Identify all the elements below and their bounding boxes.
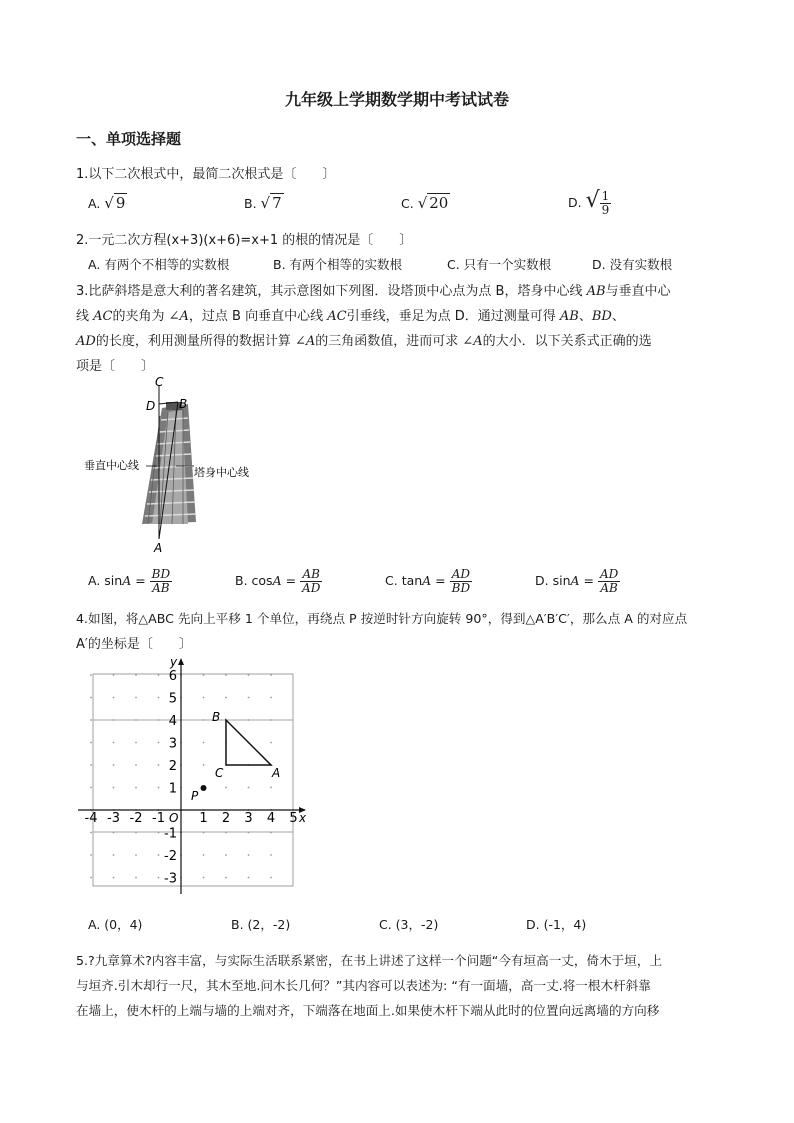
grid-dot <box>158 697 160 699</box>
x-tick-label: -2 <box>129 811 143 826</box>
equals: = <box>579 573 598 588</box>
grid-dot <box>113 877 115 879</box>
grid-dot <box>90 877 92 879</box>
question-5-line-3: 在墙上，使木杆的上端与墙的上端对齐，下端落在地面上.如果使木杆下端从此时的位置向远离墙的方向移 <box>76 1003 660 1018</box>
grid-dot <box>113 674 115 676</box>
grid-dot <box>90 764 92 766</box>
grid-dot <box>135 719 137 721</box>
q3-option-a <box>88 568 172 595</box>
grid-dot <box>113 697 115 699</box>
grid-dot <box>248 719 250 721</box>
x-tick-label: 2 <box>221 811 231 826</box>
grid-dot <box>135 674 137 676</box>
numerator: AD <box>450 568 472 582</box>
radicand: 7 <box>272 194 282 212</box>
y-tick-label: -2 <box>164 849 177 864</box>
grid-dot <box>158 719 160 721</box>
grid-dot <box>225 832 227 834</box>
equals: = <box>131 573 150 588</box>
angle: A <box>570 573 580 588</box>
grid-dot <box>225 787 227 789</box>
point-label-c: C <box>155 375 164 389</box>
text: 的三角函数值，进而可求 <box>315 334 463 349</box>
y-tick-label: -3 <box>164 871 177 887</box>
text: ，过点 B 向垂直中心线 <box>188 309 328 324</box>
grid-dot <box>203 674 205 676</box>
option-label: B. <box>235 573 252 588</box>
x-tick-label: 4 <box>266 811 276 826</box>
grid-dot <box>158 674 160 676</box>
question-3-line-2 <box>76 305 625 324</box>
math: AD <box>76 334 96 349</box>
grid-dot <box>225 854 227 856</box>
question-5-line-1: 5.?九章算术?内容丰富，与实际生活联系紧密，在书上讲述了这样一个问题“今有垣高一丈，倚木于垣，上 <box>76 953 663 968</box>
question-2-stem: 2.一元二次方程(x+3)(x+6)=x+1 的根的情况是〔 〕 <box>76 233 413 248</box>
grid-dot <box>270 787 272 789</box>
question-1-stem: 1.以下二次根式中，最简二次根式是〔 〕 <box>76 167 336 182</box>
grid-dot <box>270 832 272 834</box>
point-label-a: A <box>154 541 163 555</box>
y-tick-label: 2 <box>168 759 177 774</box>
text: 与垂直中心 <box>605 284 671 299</box>
point-label-c: C <box>215 766 224 780</box>
grid-dot <box>203 719 205 721</box>
y-tick-label: 6 <box>168 669 177 684</box>
denominator: 9 <box>601 203 610 217</box>
y-axis-arrow <box>178 658 184 665</box>
q2-option-c: C. 只有一个实数根 <box>447 257 552 272</box>
text: 引垂线，垂足为点 D．通过测量可得 <box>346 309 560 324</box>
grid-dot <box>203 742 205 744</box>
grid-dot <box>203 697 205 699</box>
grid-dot <box>225 697 227 699</box>
option-label: A. <box>88 196 101 211</box>
q2-option-d: D. 没有实数根 <box>592 257 673 272</box>
y-tick-label: 5 <box>168 691 177 707</box>
q4-option-a: A. (0，4) <box>88 917 143 932</box>
text: 的大小．以下关系式正确的选 <box>482 334 652 349</box>
vertical-line-label: 垂直中心线 <box>84 459 139 472</box>
grid-dot <box>270 697 272 699</box>
grid-dot <box>203 764 205 766</box>
trig-function: cos <box>251 573 273 588</box>
grid-dot <box>248 832 250 834</box>
denominator: AB <box>600 581 618 595</box>
grid-dot <box>113 719 115 721</box>
y-tick-label: 4 <box>168 714 177 729</box>
grid-dot <box>90 742 92 744</box>
grid-dot <box>90 674 92 676</box>
trig-function: sin <box>104 573 123 588</box>
grid-dot <box>90 719 92 721</box>
option-label: D. <box>568 195 582 210</box>
sqrt-expression: √ 20 <box>417 194 449 212</box>
numerator: 1 <box>601 189 610 203</box>
option-label: D. <box>535 573 553 588</box>
grid-dot <box>158 787 160 789</box>
grid-dot <box>225 877 227 879</box>
text: 线 <box>76 309 94 324</box>
q2-option-b: B. 有两个相等的实数根 <box>273 257 403 272</box>
grid-dot <box>158 877 160 879</box>
fraction <box>600 190 612 217</box>
grid-dot <box>135 764 137 766</box>
angle: A <box>122 573 132 588</box>
grid-dot <box>135 854 137 856</box>
grid-dot <box>135 877 137 879</box>
q4-option-d: D. (-1，4) <box>526 917 587 932</box>
y-tick-label: 1 <box>168 781 177 797</box>
math: AB <box>559 309 579 324</box>
math: BD <box>591 309 612 324</box>
equals: = <box>281 573 301 588</box>
q1-option-c <box>401 194 450 212</box>
q3-option-c <box>385 568 472 595</box>
text: 的长度，利用测量所得的数据计算 <box>95 334 295 349</box>
grid-dot <box>113 764 115 766</box>
grid-dot <box>158 854 160 856</box>
question-4-line-2: A′的坐标是〔 〕 <box>76 637 192 652</box>
y-tick-labels <box>164 669 177 887</box>
numerator: AB <box>300 568 322 582</box>
question-4-line-1: 4.如图，将△ABC 先向上平移 1 个单位，再绕点 P 按逆时针方向旋转 90°，得到△A′B′C′，那么点 A 的对应点 <box>76 611 688 626</box>
sqrt-expression: √ 7 <box>260 194 282 212</box>
point-p <box>201 785 207 791</box>
grid-dot <box>113 832 115 834</box>
fraction <box>300 568 322 595</box>
grid-dot <box>90 697 92 699</box>
question-5-line-2: 与垣齐.引木却行一尺，其木至地.问木长几何？”其内容可以表述为: “有一面墙，高一丈.将一根木杆斜靠 <box>76 978 651 993</box>
denominator: AB <box>152 581 170 595</box>
section-heading: 一、单项选择题 <box>76 130 182 148</box>
q1-option-d <box>568 188 611 217</box>
equals: = <box>431 573 450 588</box>
sqrt-expression: √ 9 <box>104 194 126 212</box>
math: ∠A <box>294 334 316 349</box>
angle: A <box>422 573 432 588</box>
math: ∠A <box>462 334 483 349</box>
question-3-line-1 <box>76 280 671 299</box>
grid-dot <box>135 787 137 789</box>
option-label: C. <box>401 196 414 211</box>
point-label-p: P <box>191 789 199 803</box>
x-tick-label: 3 <box>244 811 253 826</box>
x-tick-label: 1 <box>199 811 208 826</box>
denominator: BD <box>451 581 471 595</box>
page-title: 九年级上学期数学期中考试试卷 <box>284 90 509 109</box>
option-label: C. <box>385 573 402 588</box>
question-3-line-3 <box>76 330 652 349</box>
grid-dot <box>248 877 250 879</box>
x-axis-label: x <box>299 811 307 825</box>
grid-dot <box>270 742 272 744</box>
y-axis-label: y <box>170 655 178 669</box>
grid-dot <box>90 787 92 789</box>
option-label: A. <box>88 573 105 588</box>
text: 的夹角为 <box>112 309 169 324</box>
tower-line-label: 塔身中心线 <box>194 466 249 479</box>
trig-function: sin <box>552 573 571 588</box>
math: ∠A <box>168 309 189 324</box>
grid-dot <box>225 674 227 676</box>
grid-dot <box>248 674 250 676</box>
option-label: B. <box>244 196 257 211</box>
grid-border <box>93 674 293 886</box>
sqrt-expression: √ <box>585 188 600 213</box>
point-label-a: A <box>272 766 281 780</box>
q4-option-c: C. (3，-2) <box>379 917 439 932</box>
origin-label: O <box>169 811 179 825</box>
x-tick-labels <box>85 811 298 826</box>
point-label-d: D <box>146 399 156 413</box>
radicand: 9 <box>115 194 126 212</box>
point-label-b: B <box>212 710 221 724</box>
x-tick-label: -4 <box>84 811 98 826</box>
fraction <box>598 568 620 595</box>
grid-dot <box>113 854 115 856</box>
text: 、 <box>611 309 625 324</box>
fraction <box>150 568 172 595</box>
grid-dot <box>135 697 137 699</box>
grid-dot <box>203 854 205 856</box>
grid-dot <box>248 697 250 699</box>
grid-dot <box>203 832 205 834</box>
grid-dot <box>248 787 250 789</box>
grid-dot <box>203 877 205 879</box>
triangle-abc <box>226 720 271 765</box>
x-tick-label: 5 <box>289 811 298 826</box>
grid-dot <box>270 674 272 676</box>
grid-dot <box>270 877 272 879</box>
grid-dot <box>90 832 92 834</box>
grid-dot <box>90 854 92 856</box>
text: 3.比萨斜塔是意大利的著名建筑，其示意图如下列图．设塔顶中心点为点 B，塔身中心线 <box>76 284 587 299</box>
y-tick-label: 3 <box>168 736 177 752</box>
angle: A <box>272 573 282 588</box>
trig-function: tan <box>401 573 423 588</box>
grid-dot <box>113 742 115 744</box>
q3-option-d <box>535 568 620 595</box>
question-3-line-4: 项是〔 〕 <box>76 359 155 374</box>
numerator: AD <box>599 567 619 581</box>
leaning-tower-figure <box>82 374 262 558</box>
denominator: AD <box>302 581 321 595</box>
math: AB <box>586 284 606 299</box>
text: 、 <box>578 309 592 324</box>
math: AC <box>327 309 347 324</box>
grid-dot <box>135 832 137 834</box>
grid-dot <box>158 764 160 766</box>
grid-dot <box>270 719 272 721</box>
x-tick-label: -1 <box>152 811 165 826</box>
x-tick-label: -3 <box>107 811 120 826</box>
grid-dot <box>248 854 250 856</box>
numerator: BD <box>151 567 171 581</box>
q2-option-a: A. 有两个不相等的实数根 <box>88 257 230 272</box>
point-label-b: B <box>179 397 188 411</box>
tower-illustration <box>142 402 196 524</box>
grid-dot <box>113 787 115 789</box>
grid-dot <box>158 742 160 744</box>
radicand: 20 <box>429 194 449 212</box>
grid-dot <box>135 742 137 744</box>
grid-dot <box>270 854 272 856</box>
q1-option-b <box>244 194 284 212</box>
y-tick-label: -1 <box>164 826 177 842</box>
q4-option-b: B. (2，-2) <box>231 917 291 932</box>
q1-option-a <box>88 194 127 212</box>
fraction <box>450 568 472 595</box>
math: AC <box>93 309 113 324</box>
grid-dot <box>158 832 160 834</box>
q3-option-b <box>235 568 322 595</box>
coordinate-grid-figure <box>70 652 320 897</box>
